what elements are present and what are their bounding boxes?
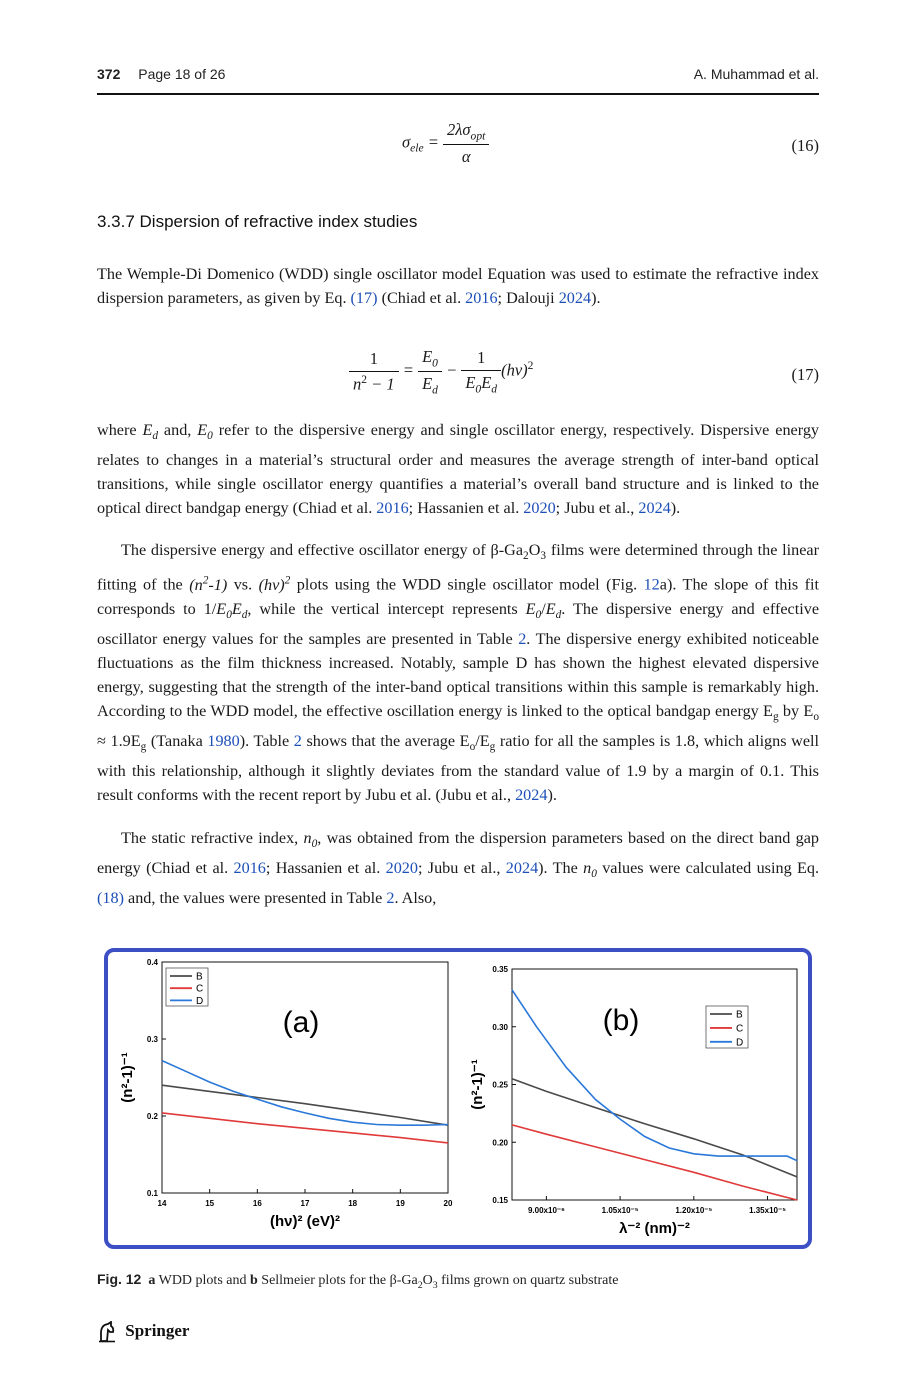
caption-text: a WDD plots and b Sellmeier plots for the $\beta-Ga_2O_3$ films grown on quartz substrate <box>148 1273 619 1291</box>
x-tick-label: 19 <box>395 1199 405 1208</box>
table-ref-2[interactable]: 2 <box>518 629 527 648</box>
panel-label-a: (a) <box>282 1006 320 1039</box>
page-header <box>97 66 819 88</box>
cite-hassanien-2020[interactable]: 2020 <box>385 859 418 878</box>
y-axis-label: (n²-1)⁻¹ <box>469 1059 486 1110</box>
figure-caption <box>97 1271 618 1291</box>
fig-ref-12[interactable]: 12 <box>643 575 660 594</box>
legend-label-C: C <box>196 983 204 995</box>
legend-label-D: D <box>736 1037 744 1049</box>
section-title: 3.3.7 Dispersion of refractive index studies <box>97 212 418 231</box>
y-tick-label: 0.2 <box>146 1112 158 1121</box>
table-ref-2[interactable]: 2 <box>386 889 395 908</box>
cite-dalouji-2024[interactable]: 2024 <box>558 289 592 307</box>
equation-number: (16) <box>791 136 819 155</box>
series-line-C <box>162 1113 448 1143</box>
paragraph-wdd-results: The dispersive energy and effective oscillator energy of $\beta-Ga_2O_3$ films were determined through the linear fitting of the $(n^2-1)$ vs. $(h\nu)^2$ plots using the WDD single oscillator model (Fig. 12a). The slope of this fit corresponds to $1/E_0E_d$, while the vertical intercept represents $E_0/E_d$. The dispersive energy and effective oscillator energy values for the samples are presented in Table 2. The dispersive energy exhibited noticeable fluctuations as the film thickness increased. Notably, sample D has shown the highest elevated dispersive energy, suggesting that the strength of the inter-band optical transitions within this sample is remarkably high. According to the WDD model, the effective oscillation energy is linked to the optical bandgap energy $E_g$ by $E_o \approx 1.9E_g$ (Tanaka 1980). Table 2 shows that the average $E_o/E_g$ ratio for all the samples is 1.8, which aligns well with this relationship, although it slightly deviates from the standard value of 1.9 by a margin of 0.1. This result conforms with the recent report by Jubu et al. (Jubu et al., 2024). <box>97 541 820 805</box>
page-of: Page 18 of 26 <box>138 66 226 82</box>
y-tick-label: 0.3 <box>146 1035 158 1044</box>
paragraph-intro: The Wemple-Di Domenico (WDD) single oscillator model Equation was used to estimate the refractive index dispersion parameters, as given by Eq. (17) (Chiad et al. 2016; Dalouji 2024). <box>97 265 819 307</box>
cite-jubu-2024[interactable]: 2024 <box>505 859 539 878</box>
x-tick-label: 20 <box>443 1199 453 1208</box>
y-tick-label: 0.15 <box>492 1196 508 1205</box>
legend-label-B: B <box>196 971 203 983</box>
cite-chiad-2016[interactable]: 2016 <box>465 289 498 307</box>
x-tick-label: 1.35x10⁻⁵ <box>749 1206 786 1215</box>
x-tick-label: 9.00x10⁻⁶ <box>527 1206 565 1215</box>
legend-label-D: D <box>196 995 204 1007</box>
y-tick-label: 0.25 <box>492 1080 508 1090</box>
paragraph-energies: where $E_d$ and, $E_0$ refer to the dispersive energy and single oscillator energy, respectively. Dispersive energy relates to changes in a material’s structural order and measures the average strength of inter-band optical transitions, while single oscillator energy quantifies a material’s overall band structure and is linked to the optical direct bandgap energy (Chiad et al. 2016; Hassanien et al. 2020; Jubu et al., 2024). <box>97 421 820 518</box>
page-number: 372 <box>97 66 121 82</box>
running-authors: A. Muhammad et al. <box>693 66 819 82</box>
y-tick-label: 0.20 <box>492 1138 508 1148</box>
y-tick-label: 0.1 <box>146 1189 158 1198</box>
series-line-C <box>512 1125 797 1200</box>
legend-label-C: C <box>736 1023 744 1035</box>
equation-number: (17) <box>791 365 819 384</box>
series-line-D <box>512 990 797 1161</box>
publisher-name: Springer <box>125 1321 190 1340</box>
plot-frame-b <box>512 969 797 1200</box>
legend-label-B: B <box>736 1009 743 1021</box>
cite-chiad-2016[interactable]: 2016 <box>376 499 409 518</box>
header-rule <box>97 93 819 95</box>
paragraph-static-index: The static refractive index, $n_0$, was obtained from the dispersion parameters based on the direct band gap energy (Chiad et al. 2016; Hassanien et al. 2020; Jubu et al., 2024). The $n_0$ values were calculated using Eq. (18) and, the values were presented in Table 2. Also, <box>97 829 820 908</box>
y-tick-label: 0.4 <box>146 958 158 967</box>
x-tick-label: 16 <box>252 1199 262 1208</box>
x-axis-label: λ⁻² (nm)⁻² <box>619 1220 690 1237</box>
x-tick-label: 14 <box>157 1199 167 1208</box>
cite-tanaka-1980[interactable]: 1980 <box>207 732 240 751</box>
y-tick-label: 0.35 <box>492 965 508 974</box>
springer-horse-icon <box>97 1321 117 1343</box>
eq-ref-17[interactable]: (17) <box>350 289 378 307</box>
y-tick-label: 0.30 <box>492 1022 508 1032</box>
x-tick-label: 17 <box>300 1199 310 1208</box>
series-line-D <box>162 1061 448 1126</box>
figure-label: Fig. 12 <box>97 1271 142 1287</box>
eq-ref-18[interactable]: (18) <box>97 889 124 908</box>
equation-16: $\sigma_{ele}$ = $\frac{2\lambda\sigma_{opt}}{\alpha}$ (16) <box>402 120 819 167</box>
page-footer <box>97 1321 189 1347</box>
equation-17: $\frac{1}{n^2 - 1}$ = $\frac{E_0}{E_d}$ − $\frac{1}{E_0E_d}$ $(h\nu)^2$ (17) <box>97 347 819 403</box>
x-tick-label: 1.05x10⁻⁵ <box>601 1206 639 1215</box>
series-line-B <box>162 1085 448 1125</box>
x-tick-label: 18 <box>348 1199 358 1208</box>
cite-jubu-2024[interactable]: 2024 <box>515 786 548 805</box>
y-axis-label: (n²-1)⁻¹ <box>119 1052 136 1103</box>
x-tick-label: 1.20x10⁻⁵ <box>675 1206 713 1215</box>
cite-jubu-2024[interactable]: 2024 <box>638 499 671 518</box>
x-tick-label: 15 <box>205 1199 215 1208</box>
cite-chiad-2016[interactable]: 2016 <box>233 859 266 878</box>
cite-hassanien-2020[interactable]: 2020 <box>523 499 556 518</box>
x-axis-label: (hν)² (eV)² <box>270 1213 340 1230</box>
table-ref-2[interactable]: 2 <box>293 732 302 751</box>
panel-label-b: (b) <box>602 1004 640 1037</box>
figure-12 <box>104 948 812 1249</box>
figure-12-plots <box>108 952 808 1245</box>
